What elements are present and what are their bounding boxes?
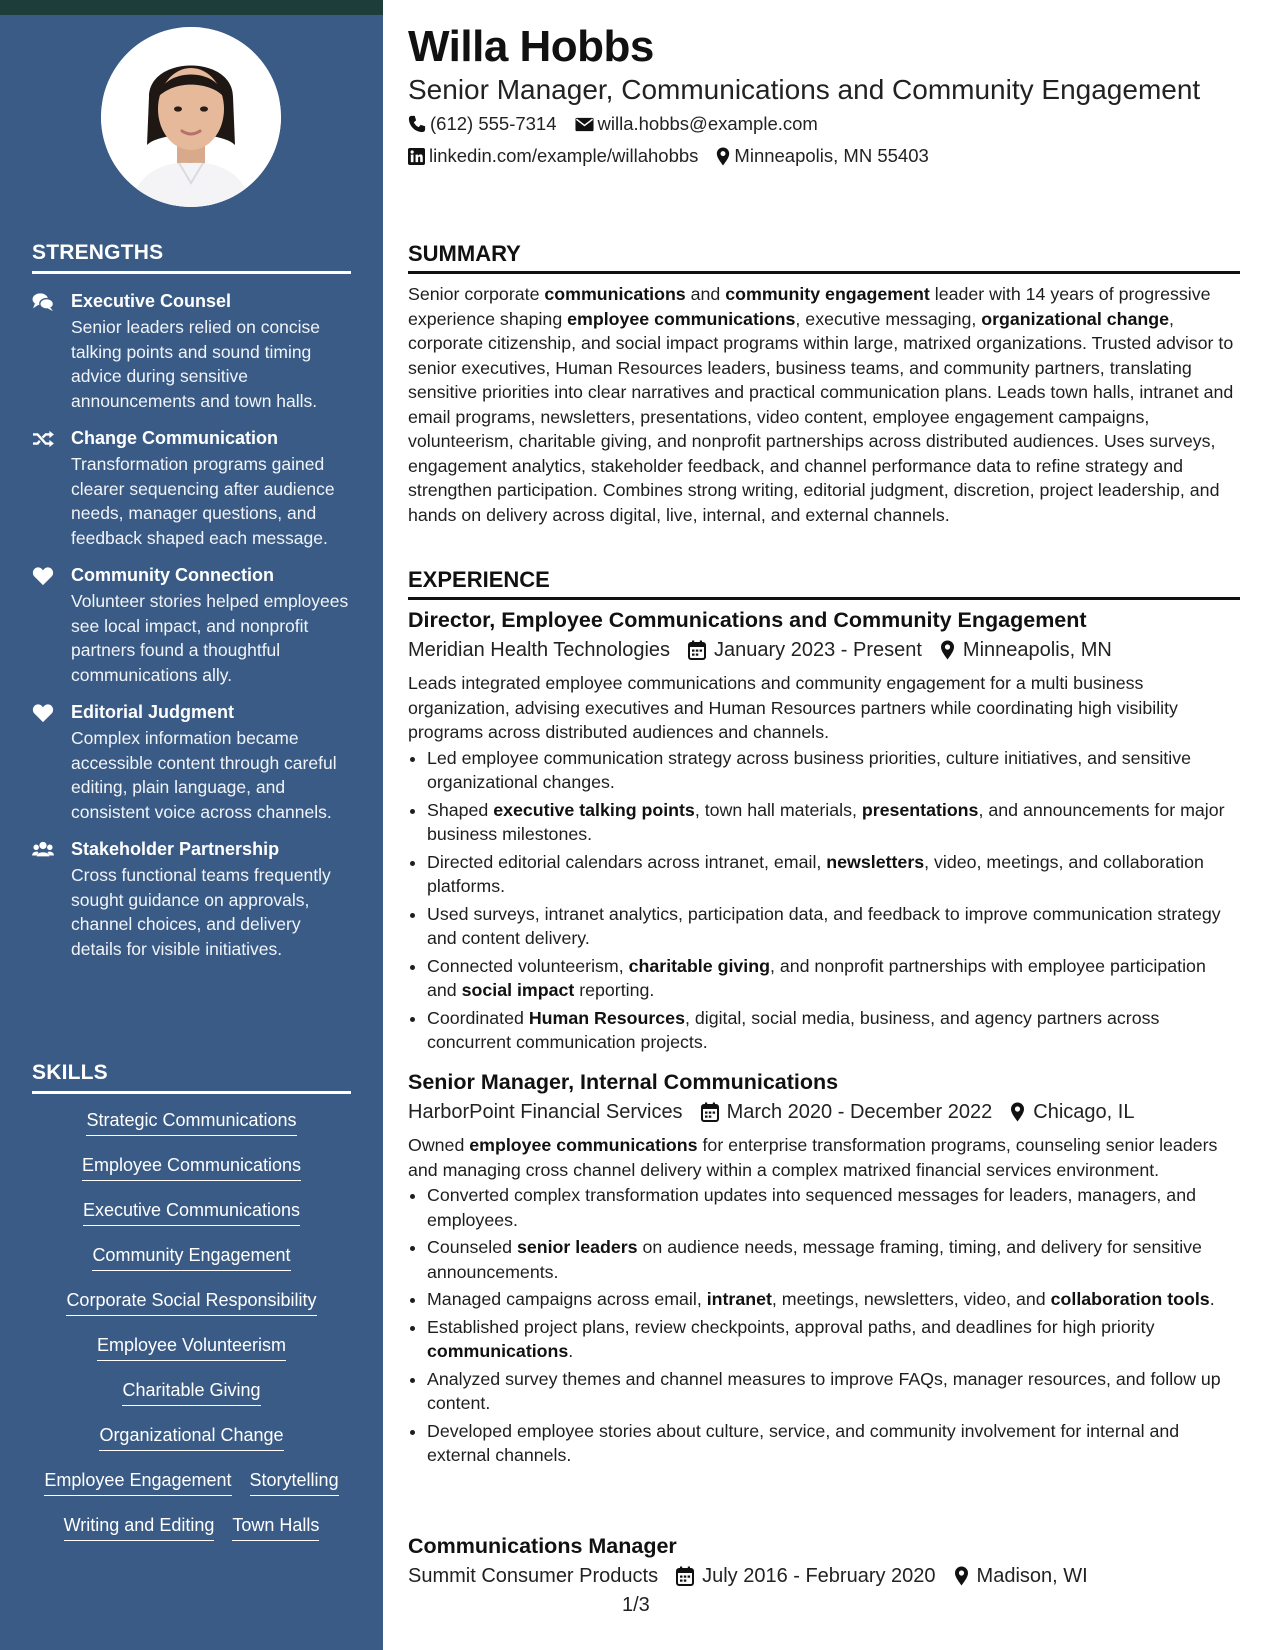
strength-description: Transformation programs gained clearer sequencing after audience needs, manager questions, and feedback shaped each message. [71,454,335,548]
job-meta [408,636,1240,664]
skills-heading: SKILLS [32,1061,351,1094]
job-dates [688,636,922,664]
candidate-title: Senior Manager, Communications and Community Engagement [408,74,1201,105]
job-bullet: • Directed editorial calendars across intranet, email, newsletters, video, meetings, and collaboration platforms. [427,850,1240,899]
calendar-icon [701,1102,719,1122]
experience-heading: EXPERIENCE [408,567,1240,600]
strength-description: Senior leaders relied on concise talking points and sound timing advice during sensitive announcements and town halls. [71,317,321,411]
emphasis-text: employee communications [567,308,796,329]
job-location-text: Madison, WI [976,1565,1088,1587]
page-number: 1/3 [622,1594,650,1616]
strength-item [32,838,352,961]
strength-title: Change Communication [71,428,279,448]
job-dates-text: July 2016 - February 2020 [702,1565,936,1587]
emphasis-text: communications [544,284,686,304]
job-company: Meridian Health Technologies [408,639,671,661]
skill-tag: Organizational Change [99,1423,283,1451]
strength-description: Cross functional teams frequently sought guidance on approvals, channel choices, and delivery details for visible initiatives. [71,865,331,959]
linkedin-text[interactable]: linkedin.com/example/willahobbs [429,145,699,166]
job-location [940,636,1112,664]
job-title: Senior Manager, Internal Communications [408,1070,839,1094]
emphasis-text: newsletters [826,851,925,872]
job-bullet: • Connected volunteerism, charitable giving, and nonprofit partnerships with employee participation and social impact reporting. [427,954,1240,1003]
contact-linkedin[interactable] [408,145,698,167]
job-location-text: Chicago, IL [1033,1101,1135,1123]
job-bullet: • Established project plans, review checkpoints, approval paths, and deadlines for high priority communications. [427,1315,1240,1364]
emphasis-text: executive talking points [493,799,695,820]
job-company: HarborPoint Financial Services [408,1101,683,1123]
job-description: Leads integrated employee communications and community engagement for a multi business organization, advising executives and Human Resources partners while coordinating high visibility programs across distributed audiences and channels. [408,673,1178,742]
skill-tag: Employee Engagement [44,1468,231,1496]
candidate-name: Willa Hobbs [408,22,654,71]
linkedin-icon [408,148,425,165]
skills-list [32,1108,351,1558]
job-dates [701,1098,993,1126]
skill-tag: Writing and Editing [64,1513,215,1541]
contact-row [408,145,947,167]
job-company: Summit Consumer Products [408,1565,659,1587]
emphasis-text: employee communications [469,1135,698,1155]
job-entry [408,1532,1240,1590]
location-text: Minneapolis, MN 55403 [734,145,929,166]
strengths-heading: STRENGTHS [32,241,351,274]
job-bullet: • Converted complex transformation updates into sequenced messages for leaders, managers, and employees. [427,1183,1240,1232]
skill-tag: Corporate Social Responsibility [66,1288,316,1316]
job-meta [408,1562,1240,1590]
emphasis-text: intranet [706,1289,772,1309]
phone-icon [408,115,426,133]
summary-text: Senior corporate communications and community engagement leader with 14 years of progressive experience shaping employee communications, executive messaging, organizational change, corporate citizenship, and social impact programs within large, matrixed organizations. Trusted advisor to senior executives, Human Resources leaders, business teams, and community partners, translating sensitive priorities into clear narratives and practical communication plans. Leads town halls, intranet and email programs, newsletters, presentations, video content, employee engagement campaigns, volunteerism, charitable giving, and nonprofit partnerships across distributed audiences. Uses surveys, engagement analytics, stakeholder feedback, and channel performance data to refine strategy and strengthen participation. Combines strong writing, editorial judgment, discretion, project leadership, and hands on delivery across digital, live, internal, and external channels. [408,284,1234,525]
skill-tag: Strategic Communications [86,1108,296,1136]
strength-title: Executive Counsel [71,291,232,311]
profile-photo [101,27,281,207]
comments-icon [32,292,54,312]
job-bullet: • Shaped executive talking points, town hall materials, presentations, and announcements for major business milestones. [427,798,1240,847]
job-bullet: • Used surveys, intranet analytics, participation data, and feedback to improve communication strategy and content delivery. [427,902,1240,951]
job-location [1010,1098,1134,1126]
job-bullet: • Coordinated Human Resources, digital, social media, business, and agency partners across concurrent communication projects. [427,1006,1240,1055]
contact-row [408,113,836,135]
job-title: Communications Manager [408,1534,677,1558]
phone-text: (612) 555-7314 [430,113,557,134]
emphasis-text: community engagement [725,284,930,304]
job-location [954,1562,1088,1590]
skill-tag: Storytelling [250,1468,339,1496]
calendar-icon [688,640,706,660]
job-bullet: • Counseled senior leaders on audience needs, message framing, timing, and delivery for sensitive announcements. [427,1235,1240,1284]
skill-tag: Employee Communications [82,1153,301,1181]
job-entry [408,1068,1240,1471]
emphasis-text: social impact [461,980,575,1000]
job-bullet: • Led employee communication strategy across business priorities, culture initiatives, and sensitive organizational changes. [427,746,1240,795]
strength-item [32,290,352,413]
job-entry [408,606,1240,1058]
job-meta [408,1098,1240,1126]
envelope-icon [575,117,594,132]
job-bullet: • Developed employee stories about culture, service, and community involvement for internal and external channels. [427,1419,1240,1468]
strength-item [32,701,352,824]
users-icon [32,840,54,860]
summary-heading: SUMMARY [408,241,1240,274]
profile-photo-image [101,27,281,207]
strength-title: Editorial Judgment [71,702,235,722]
job-dates [676,1562,935,1590]
email-text[interactable]: willa.hobbs@example.com [597,113,818,134]
map-marker-icon [716,147,730,166]
strength-item [32,427,352,550]
strength-description: Complex information became accessible content through careful editing, plain language, and consistent voice across channels. [71,728,337,822]
sidebar [0,0,383,1650]
heart-icon [32,566,54,586]
strength-description: Volunteer stories helped employees see local impact, and nonprofit partners found a thoughtful communications ally. [71,591,349,685]
job-bullets [408,1183,1240,1468]
skill-tag: Town Halls [232,1513,319,1541]
map-marker-icon [1010,1102,1025,1122]
job-description: Owned employee communications for enterprise transformation programs, counseling senior leaders and managing cross channel delivery within a complex matrixed financial services environment. [408,1135,1218,1180]
skill-tag: Employee Volunteerism [97,1333,286,1361]
emphasis-text: communications [427,1341,569,1361]
job-bullets [408,746,1240,1055]
strength-title: Stakeholder Partnership [71,839,280,859]
skill-tag: Charitable Giving [122,1378,260,1406]
contact-location [716,145,928,167]
skill-tag: Executive Communications [83,1198,300,1226]
emphasis-text: organizational change [981,308,1169,329]
heart-icon [32,703,54,723]
shuffle-icon [32,429,54,449]
calendar-icon [676,1566,694,1586]
job-dates-text: March 2020 - December 2022 [726,1101,993,1123]
strength-item [32,564,352,687]
emphasis-text: presentations [861,799,979,820]
emphasis-text: charitable giving [628,955,770,976]
emphasis-text: senior leaders [516,1237,638,1257]
emphasis-text: Human Resources [528,1007,685,1028]
strength-title: Community Connection [71,565,274,585]
job-dates-text: January 2023 - Present [714,639,922,661]
emphasis-text: collaboration tools [1050,1289,1210,1309]
job-title: Director, Employee Communications and Community Engagement [408,608,1087,632]
skill-tag: Community Engagement [92,1243,290,1271]
sidebar-top-bar [0,0,383,15]
job-bullet: • Analyzed survey themes and channel measures to improve FAQs, manager resources, and follow up content. [427,1367,1240,1416]
contact-phone [408,113,557,135]
job-location-text: Minneapolis, MN [962,639,1112,661]
map-marker-icon [940,640,955,660]
strengths-list [32,290,352,975]
map-marker-icon [954,1566,969,1586]
job-bullet: • Managed campaigns across email, intranet, meetings, newsletters, video, and collaboration tools. [427,1287,1240,1312]
contact-email[interactable] [575,113,818,135]
